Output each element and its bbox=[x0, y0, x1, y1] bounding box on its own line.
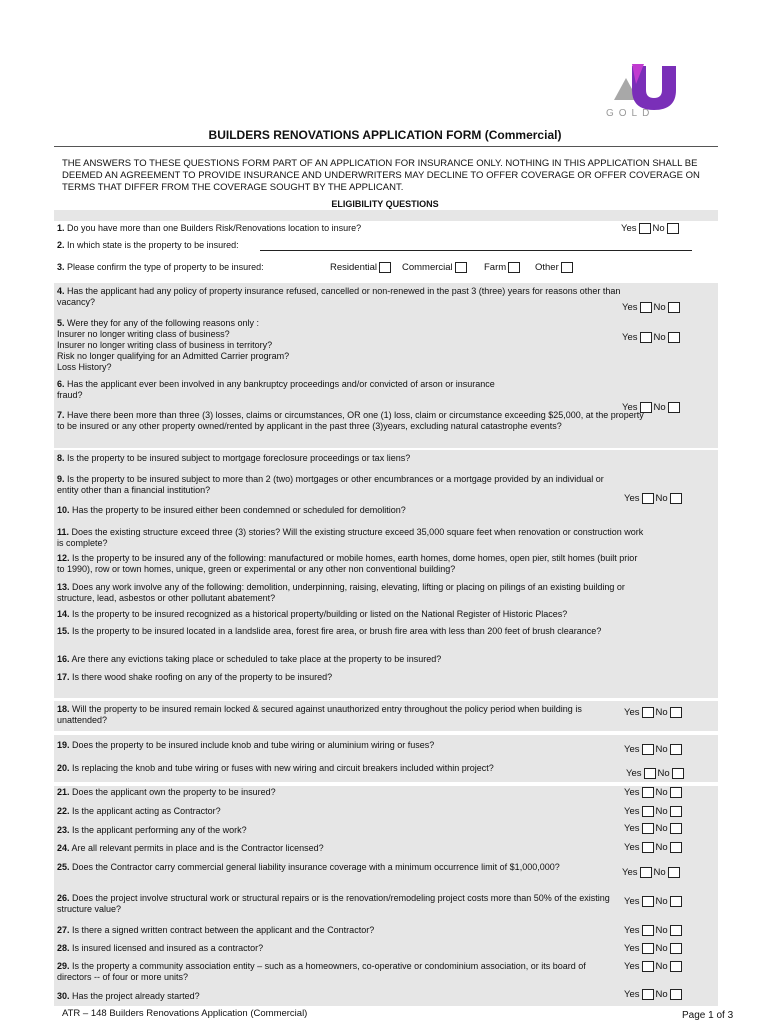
yes-no-q8-q17: Yes No bbox=[624, 493, 684, 504]
yes-checkbox[interactable] bbox=[642, 961, 654, 972]
farm-checkbox[interactable] bbox=[508, 262, 520, 273]
question-27: 27. Is there a signed written contract between the applicant and the Contractor? bbox=[57, 925, 375, 935]
section-heading-eligibility: ELIGIBILITY QUESTIONS bbox=[331, 199, 439, 209]
question-30: 30. Has the project already started? bbox=[57, 991, 200, 1001]
yes-no-q1: Yes No bbox=[621, 223, 681, 234]
question-1: 1. Do you have more than one Builders Risk/Renovations location to insure? bbox=[57, 223, 362, 233]
no-checkbox[interactable] bbox=[668, 332, 680, 343]
no-checkbox[interactable] bbox=[668, 867, 680, 878]
no-checkbox[interactable] bbox=[668, 402, 680, 413]
page-number: Page 1 of 3 bbox=[682, 1010, 734, 1021]
form-title: BUILDERS RENOVATIONS APPLICATION FORM (Commercial) bbox=[208, 128, 562, 142]
no-checkbox[interactable] bbox=[667, 223, 679, 234]
type-residential: Residential bbox=[330, 262, 393, 273]
yes-checkbox[interactable] bbox=[642, 744, 654, 755]
question-5: 5. Were they for any of the following reasons only : Insurer no longer writing class of business? Insurer no longer writing class of business in territory? Risk no longer qualifying for an Admitted Carrier program? Loss History? bbox=[57, 318, 290, 372]
no-checkbox[interactable] bbox=[670, 925, 682, 936]
residential-checkbox[interactable] bbox=[379, 262, 391, 273]
yes-no-q22: Yes No bbox=[624, 806, 684, 817]
no-checkbox[interactable] bbox=[670, 806, 682, 817]
yes-checkbox[interactable] bbox=[642, 842, 654, 853]
no-checkbox[interactable] bbox=[670, 896, 682, 907]
question-15: 15. Is the property to be insured located in a landslide area, forest fire area, or brush fire area with less than 200 feet of brush clearance? bbox=[57, 626, 602, 636]
question-25: 25. Does the Contractor carry commercial general liability insurance coverage with a minimum occurrence limit of $1,000,000? bbox=[57, 862, 560, 872]
yes-no-q19: Yes No bbox=[624, 744, 684, 755]
yes-checkbox[interactable] bbox=[640, 302, 652, 313]
yes-no-q4: Yes No bbox=[622, 302, 682, 313]
yes-checkbox[interactable] bbox=[642, 925, 654, 936]
question-21: 21. Does the applicant own the property to be insured? bbox=[57, 787, 276, 797]
question-4: 4. Has the applicant had any policy of property insurance refused, cancelled or non-renewed in the past 3 (three) years for reasons other than vacancy? bbox=[57, 286, 621, 307]
type-commercial: Commercial bbox=[402, 262, 469, 273]
question-23: 23. Is the applicant performing any of the work? bbox=[57, 825, 247, 835]
yes-checkbox[interactable] bbox=[642, 493, 654, 504]
yes-checkbox[interactable] bbox=[639, 223, 651, 234]
yes-checkbox[interactable] bbox=[640, 867, 652, 878]
no-checkbox[interactable] bbox=[670, 989, 682, 1000]
question-17: 17. Is there wood shake roofing on any of the property to be insured? bbox=[57, 672, 333, 682]
question-14: 14. Is the property to be insured recognized as a historical property/building or listed on the National Register of Historic Places? bbox=[57, 609, 568, 619]
yes-checkbox[interactable] bbox=[642, 989, 654, 1000]
question-2: 2. In which state is the property to be insured: bbox=[57, 240, 239, 250]
no-checkbox[interactable] bbox=[670, 744, 682, 755]
yes-checkbox[interactable] bbox=[642, 787, 654, 798]
yes-no-q23: Yes No bbox=[624, 823, 684, 834]
no-checkbox[interactable] bbox=[670, 493, 682, 504]
question-19: 19. Does the property to be insured include knob and tube wiring or aluminium wiring or fuses? bbox=[57, 740, 435, 750]
yes-checkbox[interactable] bbox=[642, 823, 654, 834]
no-checkbox[interactable] bbox=[670, 787, 682, 798]
yes-checkbox[interactable] bbox=[642, 806, 654, 817]
question-12: 12. Is the property to be insured any of the following: manufactured or mobile homes, earth homes, dome homes, open pier, stilt homes (built prior to 1990), row or town homes, unique, green or experimental or any other non conventional building? bbox=[57, 553, 638, 574]
logo-tagline: GOLD bbox=[606, 108, 655, 119]
question-10: 10. Has the property to be insured either been condemned or scheduled for demolition? bbox=[57, 505, 406, 515]
yes-checkbox[interactable] bbox=[640, 332, 652, 343]
yes-no-q20: Yes No bbox=[626, 768, 686, 779]
no-checkbox[interactable] bbox=[670, 943, 682, 954]
question-26: 26. Does the project involve structural work or structural repairs or is the renovation/remodeling project costs more than 50% of the existing structure value? bbox=[57, 893, 610, 914]
type-farm: Farm bbox=[484, 262, 522, 273]
state-input-line[interactable] bbox=[260, 250, 692, 251]
yes-checkbox[interactable] bbox=[642, 896, 654, 907]
yes-checkbox[interactable] bbox=[644, 768, 656, 779]
no-checkbox[interactable] bbox=[670, 961, 682, 972]
question-13: 13. Does any work involve any of the following: demolition, underpinning, raising, elevating, lifting or placing on pilings of an existing building or structure, lead, asbestos or other pollutant abatement? bbox=[57, 582, 625, 603]
no-checkbox[interactable] bbox=[672, 768, 684, 779]
question-16: 16. Are there any evictions taking place or scheduled to take place at the property to be insured? bbox=[57, 654, 442, 664]
question-18: 18. Will the property to be insured remain locked & secured against unauthorized entry throughout the policy period when building is unattended? bbox=[57, 704, 582, 725]
other-checkbox[interactable] bbox=[561, 262, 573, 273]
question-22: 22. Is the applicant acting as Contractor? bbox=[57, 806, 221, 816]
title-divider bbox=[54, 146, 718, 147]
yes-checkbox[interactable] bbox=[642, 707, 654, 718]
yes-no-q26: Yes No bbox=[624, 896, 684, 907]
yes-no-q24: Yes No bbox=[624, 842, 684, 853]
yes-no-q21: Yes No bbox=[624, 787, 684, 798]
question-20: 20. Is replacing the knob and tube wiring or fuses with new wiring and circuit breakers included within project? bbox=[57, 763, 494, 773]
question-29: 29. Is the property a community association entity – such as a homeowners, co-operative or condominium association, or its board of directors -- of four or more units? bbox=[57, 961, 586, 982]
yes-no-q18: Yes No bbox=[624, 707, 684, 718]
type-other: Other bbox=[535, 262, 575, 273]
no-checkbox[interactable] bbox=[670, 823, 682, 834]
commercial-checkbox[interactable] bbox=[455, 262, 467, 273]
question-11: 11. Does the existing structure exceed three (3) stories? Will the existing structure exceed 35,000 square feet when renovation or construction work is complete? bbox=[57, 527, 644, 548]
disclaimer-text: THE ANSWERS TO THESE QUESTIONS FORM PART OF AN APPLICATION FOR INSURANCE ONLY. NOTHING IN THIS APPLICATION SHALL BE DEEMED AN AGREEMENT TO PROVIDE INSURANCE AND UNDERWRITERS MAY DECLINE TO OFFER COVERAGE OR OFFER COVERAGE ON TERMS THAT DIFFER FROM THE COVERAGE SOUGHT BY THE APPLICANT. bbox=[62, 158, 700, 193]
no-checkbox[interactable] bbox=[668, 302, 680, 313]
yes-no-q29: Yes No bbox=[624, 961, 684, 972]
question-6: 6. Has the applicant ever been involved in any bankruptcy proceedings and/or convicted of arson or insurance fraud? bbox=[57, 379, 495, 400]
no-checkbox[interactable] bbox=[670, 842, 682, 853]
question-28: 28. Is insured licensed and insured as a contractor? bbox=[57, 943, 264, 953]
question-7: 7. Have there been more than three (3) losses, claims or circumstances, OR one (1) loss, claim or circumstance exceeding $25,000, at the property to be insured or any other property owned/rented by applicant in the past three (3)years, excluding natural catastrophe events? bbox=[57, 410, 644, 431]
yes-no-q5: Yes No bbox=[622, 332, 682, 343]
yes-no-q6-q7: Yes No bbox=[622, 402, 682, 413]
question-9: 9. Is the property to be insured subject to more than 2 (two) mortgages or other encumbrances or a mortgage provided by an individual or entity other than a financial institution? bbox=[57, 474, 604, 495]
question-3: 3. Please confirm the type of property to be insured: bbox=[57, 262, 264, 272]
yes-no-q27: Yes No bbox=[624, 925, 684, 936]
footer-form-id: ATR – 148 Builders Renovations Application (Commercial) bbox=[62, 1008, 308, 1019]
yes-checkbox[interactable] bbox=[642, 943, 654, 954]
question-8: 8. Is the property to be insured subject to mortgage foreclosure proceedings or tax liens? bbox=[57, 453, 411, 463]
question-24: 24. Are all relevant permits in place and is the Contractor licensed? bbox=[57, 843, 324, 853]
no-checkbox[interactable] bbox=[670, 707, 682, 718]
yes-no-q25: Yes No bbox=[622, 867, 682, 878]
heading-band bbox=[54, 210, 718, 221]
yes-no-q28: Yes No bbox=[624, 943, 684, 954]
yes-no-q30: Yes No bbox=[624, 989, 684, 1000]
